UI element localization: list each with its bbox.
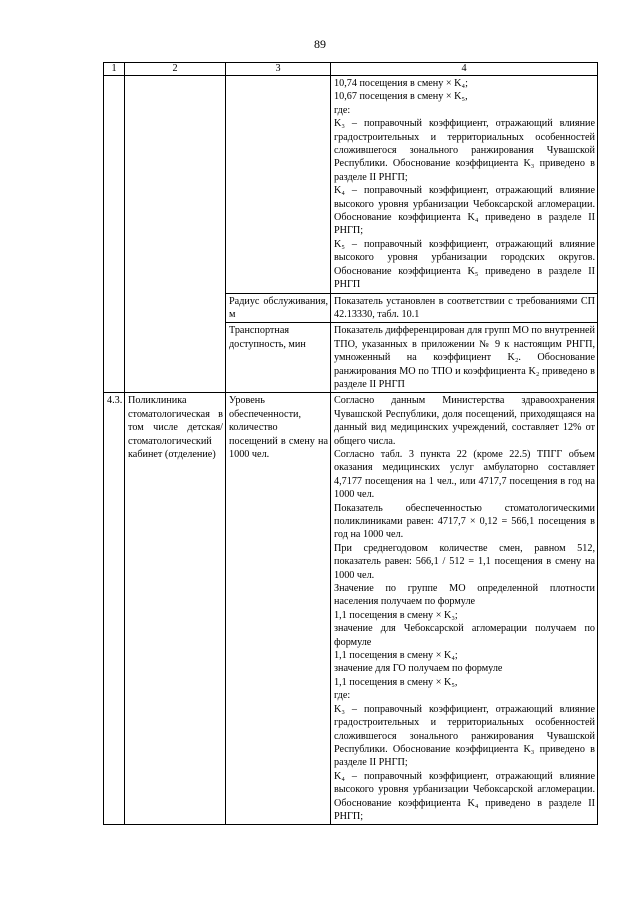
text-line: K₅ – поправочный коэффициент, отражающий влияние высокого уровня урбанизации городских округов. Обоснование коэффициента K₅ приведено в разделе II РНГП bbox=[334, 238, 595, 291]
text-line: K₃ – поправочный коэффициент, отражающий влияние градостроительных и территориальных особенностей сложившегося зонального ранжирования Чувашской Республики. Обоснование коэффициента K₃ приведено в разделе II РНГП; bbox=[334, 703, 595, 769]
row-number-cell bbox=[104, 76, 125, 393]
table-row bbox=[104, 393, 598, 825]
justification-cell bbox=[331, 76, 598, 294]
indicator-cell: Транспортная доступность, мин bbox=[226, 323, 331, 393]
page-number: 89 bbox=[314, 37, 326, 51]
text-line: 10,67 посещения в смену × K₅, bbox=[334, 91, 468, 103]
text-line: K₄ – поправочный коэффициент, отражающий влияние высокого уровня урбанизации Чебоксарской агломерации. Обоснование коэффициента K₄ приведено в разделе II РНГП; bbox=[334, 770, 595, 822]
text-line: 1,1 посещения в смену × K₅, bbox=[334, 676, 458, 688]
indicator-cell: Радиус обслуживания, м bbox=[226, 293, 331, 323]
header-cell: 3 bbox=[226, 63, 331, 76]
text-line: 10,74 посещения в смену × K₄; bbox=[334, 78, 468, 89]
text-line: значение для ГО получаем по формуле bbox=[334, 663, 503, 675]
header-cell: 1 bbox=[104, 63, 125, 76]
justification-cell bbox=[331, 293, 598, 323]
text-line: При среднегодовом количестве смен, равном 512, показатель равен: 566,1 / 512 = 1,1 посещения в смену на 1000 чел. bbox=[334, 542, 595, 581]
text-line: где: bbox=[334, 104, 351, 116]
text-line: K₃ – поправочный коэффициент, отражающий влияние градостроительных и территориальных особенностей сложившегося зонального ранжирования Чувашской Республики. Обоснование коэффициента K₃ приведено в разделе II РНГП; bbox=[334, 118, 595, 183]
table-header-row bbox=[104, 63, 598, 76]
table-row bbox=[104, 76, 598, 294]
text-line: 1,1 посещения в смену × K₃; bbox=[334, 609, 458, 621]
text-line: Согласно табл. 3 пункта 22 (кроме 22.5) ТПГГ объем оказания медицинских услуг амбулаторно составляет 4,7177 посещения на 1 чел., или 4717,7 посещения в год на 1000 чел. bbox=[334, 448, 595, 501]
justification-cell bbox=[331, 323, 598, 393]
text-line: 1,1 посещения в смену × K₄; bbox=[334, 650, 458, 662]
object-cell bbox=[125, 76, 226, 393]
header-cell: 4 bbox=[331, 63, 598, 76]
text-line: где: bbox=[334, 690, 351, 702]
row-number-cell: 4.3. bbox=[104, 393, 125, 825]
text-line: Показатель обеспеченностью стоматологическими поликлиниками равен: 4717,7 × 0,12 = 566,1 посещения в год на 1000 чел. bbox=[334, 502, 595, 541]
object-cell: Поликлиника стоматологическая в том числе детская/стоматологический кабинет (отделение) bbox=[125, 393, 226, 825]
text-line: Показатель дифференцирован для групп МО по внутренней ТПО, указанных в приложении № 9 к настоящим РНГП, умноженный на коэффициент K₂. Обоснование ранжирования МО по ТПО и коэффициента K₂ приведено в разделе II РНГП bbox=[334, 325, 595, 390]
text-line: значение для Чебоксарской агломерации получаем по формуле bbox=[334, 623, 595, 648]
text-line: Показатель установлен в соответствии с требованиями СП 42.13330, табл. 10.1 bbox=[334, 295, 595, 320]
norms-table bbox=[103, 62, 598, 825]
indicator-cell: Уровень обеспеченности, количество посещений в смену на 1000 чел. bbox=[226, 393, 331, 825]
justification-cell bbox=[331, 393, 598, 825]
text-line: Согласно данным Министерства здравоохранения Чувашской Республики, доля посещений, приходящаяся на данный вид медицинских учреждений, составляет 12% от общего числа. bbox=[334, 395, 595, 447]
indicator-cell bbox=[226, 76, 331, 294]
text-line: Значение по группе МО определенной плотности населения получаем по формуле bbox=[334, 583, 595, 608]
header-cell: 2 bbox=[125, 63, 226, 76]
text-line: K₄ – поправочный коэффициент, отражающий влияние высокого уровня урбанизации Чебоксарской агломерации. Обоснование коэффициента K₄ приведено в разделе II РНГП; bbox=[334, 185, 595, 237]
